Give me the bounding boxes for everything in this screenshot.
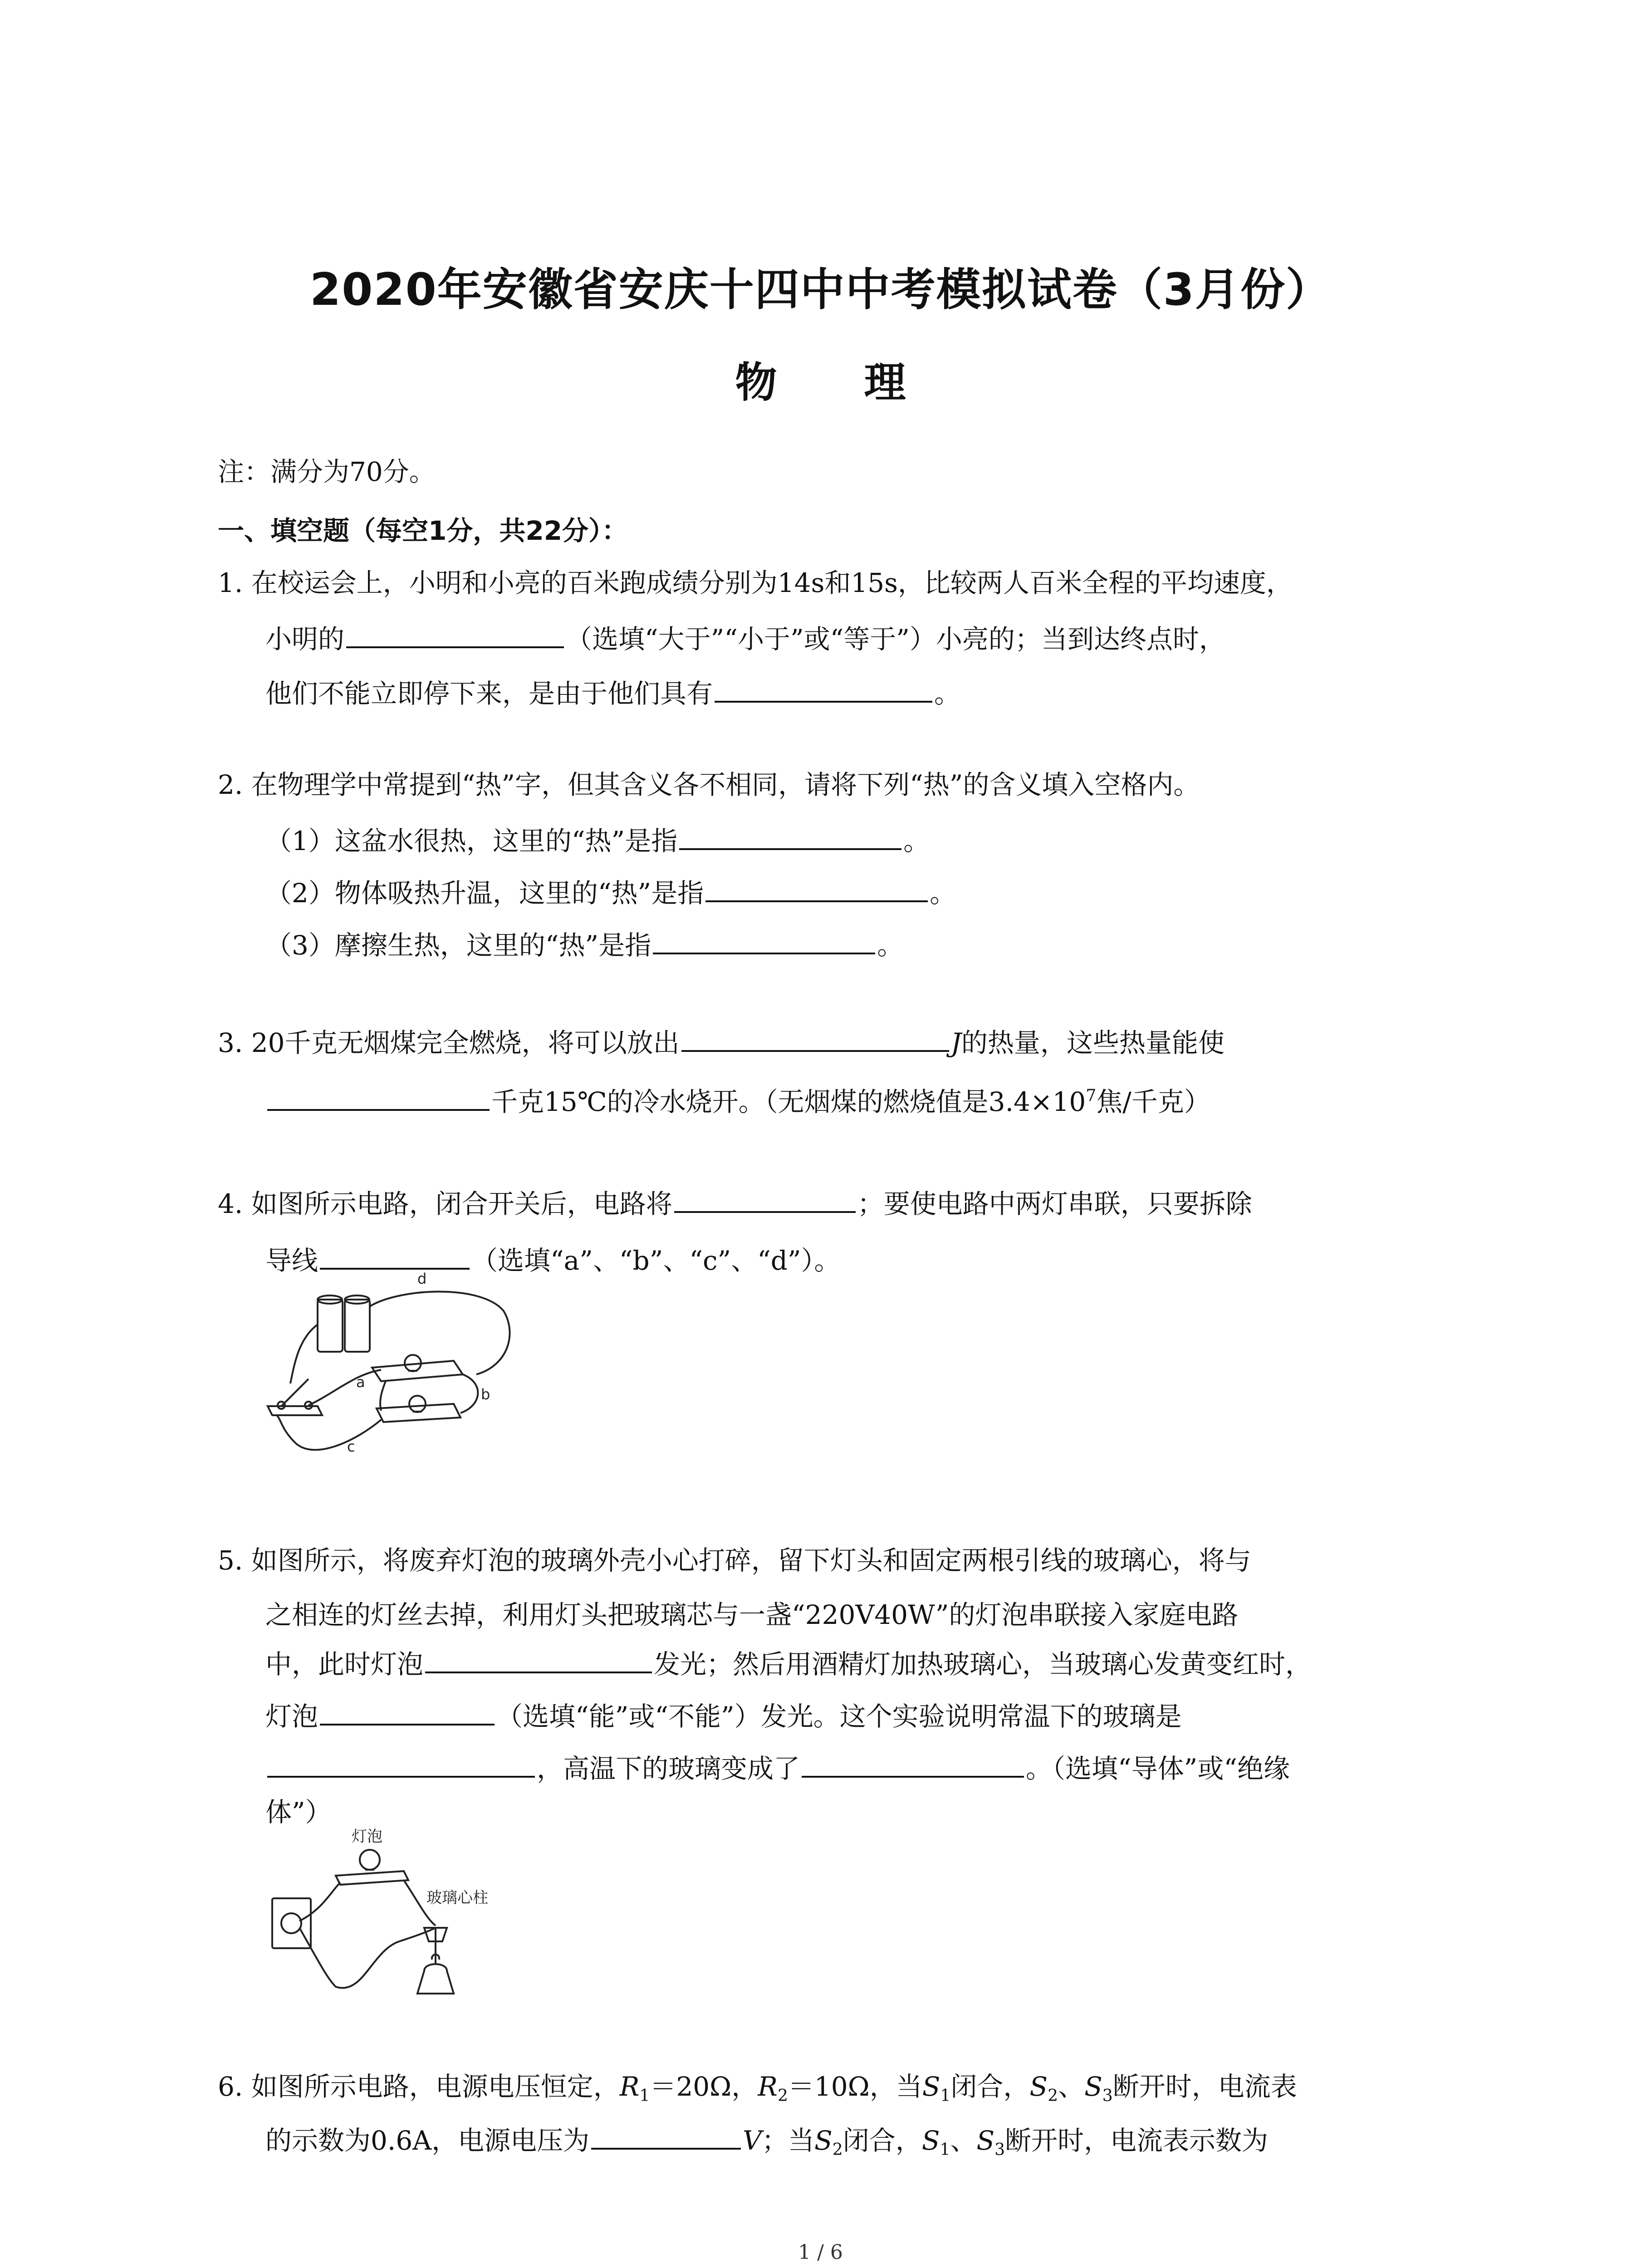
q5-blank-2[interactable] — [320, 1696, 495, 1725]
q2-blank-1[interactable] — [679, 821, 901, 850]
label-d: d — [417, 1270, 427, 1287]
q2-blank-3[interactable] — [653, 925, 875, 954]
q2-line-4: （3）摩擦生热，这里的“热”是指 。 — [265, 925, 903, 963]
q2-blank-2[interactable] — [705, 873, 928, 902]
label-b: b — [481, 1386, 490, 1403]
q4-line-1: 4. 如图所示电路，闭合开关后，电路将 ；要使电路中两灯串联，只要拆除 — [218, 1184, 1252, 1222]
q5-blank-1[interactable] — [425, 1644, 652, 1673]
q5-glass-core-figure — [263, 1823, 517, 2005]
page-number: 1 / 6 — [798, 2241, 843, 2264]
q2-line-2: （1）这盆水很热，这里的“热”是指 。 — [265, 821, 930, 859]
alcohol-lamp — [417, 1964, 454, 1994]
q1-blank-1[interactable] — [346, 619, 564, 648]
q6-line-2: 的示数为0.6A，电源电压为 V；当$S_2$闭合，$S_1$、$S_3$断开时，电流表示数为 — [265, 2121, 1268, 2159]
bulb-icon — [360, 1850, 380, 1870]
q5-line-1: 5. 如图所示，将废弃灯泡的玻璃外壳小心打碎，留下灯头和固定两根引线的玻璃心，将与 — [218, 1545, 1251, 1576]
q5-line-6: 体”） — [265, 1797, 332, 1828]
q2-line-1: 2. 在物理学中常提到“热”字，但其含义各不相同，请将下列“热”的含义填入空格内。 — [218, 769, 1200, 800]
q5-line-4: 灯泡 （选填“能”或“不能”）发光。这个实验说明常温下的玻璃是 — [265, 1696, 1182, 1735]
label-glass-core: 玻璃心柱 — [426, 1889, 488, 1907]
q4-line-2: 导线 （选填“a”、“b”、“c”、“d”）。 — [265, 1241, 841, 1279]
wire-b — [460, 1374, 478, 1413]
q3-blank-2[interactable] — [267, 1082, 490, 1111]
switch — [268, 1406, 322, 1415]
wire-c — [277, 1415, 381, 1450]
q6-blank-1[interactable] — [591, 2121, 741, 2150]
q3-blank-1[interactable] — [681, 1023, 949, 1052]
q3-line-1: 3. 20千克无烟煤完全燃烧，将可以放出 J的热量，这些热量能使 — [218, 1023, 1225, 1061]
q1-line-1: 1. 在校运会上，小明和小亮的百米跑成绩分别为14s和15s，比较两人百米全程的平均速度， — [218, 567, 1293, 598]
score-note: 注：满分为70分。 — [218, 456, 436, 487]
q4-circuit-figure — [263, 1270, 535, 1479]
q5-line-2: 之相连的灯丝去掉，利用灯头把玻璃芯与一盏“220V40W”的灯泡串联接入家庭电路 — [265, 1599, 1239, 1630]
battery-2 — [345, 1300, 370, 1352]
q5-line-5: ，高温下的玻璃变成了 。（选填“导体”或“绝缘 — [265, 1749, 1290, 1787]
label-a: a — [356, 1374, 365, 1391]
label-c: c — [347, 1438, 355, 1455]
battery-1 — [318, 1300, 343, 1352]
label-bulb: 灯泡 — [352, 1828, 382, 1846]
q5-blank-3[interactable] — [267, 1749, 535, 1778]
section-heading: 一、填空题（每空1分，共22分）： — [218, 515, 628, 546]
q1-blank-2[interactable] — [715, 674, 932, 703]
q5-blank-4[interactable] — [802, 1749, 1024, 1778]
wire-a — [309, 1370, 381, 1405]
q3-line-2: 千克15℃的冷水烧开。（无烟煤的燃烧值是$3.4\times 10^7$焦/千克） — [265, 1082, 1210, 1120]
q1-line-2: 小明的 （选填“大于”“小于”或“等于”）小亮的；当到达终点时， — [265, 619, 1225, 657]
q1-line-3: 他们不能立即停下来，是由于他们具有 。 — [265, 674, 960, 712]
q4-blank-2[interactable] — [320, 1241, 470, 1270]
page-title: 2020年安徽省安庆十四中中考模拟试卷（3月份） — [310, 264, 1331, 316]
q4-blank-1[interactable] — [674, 1184, 856, 1213]
wall-socket — [272, 1898, 311, 1948]
q6-line-1: 6. 如图所示电路，电源电压恒定，$R_1=20\Omega$，$R_2=10\Omega$，当$S_1$闭合，$S_2$、$S_3$断开时，电流表 — [218, 2071, 1297, 2105]
q5-line-3: 中，此时灯泡 发光；然后用酒精灯加热玻璃心，当玻璃心发黄变红时， — [265, 1644, 1312, 1682]
subject-title: 物 理 — [735, 358, 942, 407]
q2-line-3: （2）物体吸热升温，这里的“热”是指 。 — [265, 873, 956, 911]
